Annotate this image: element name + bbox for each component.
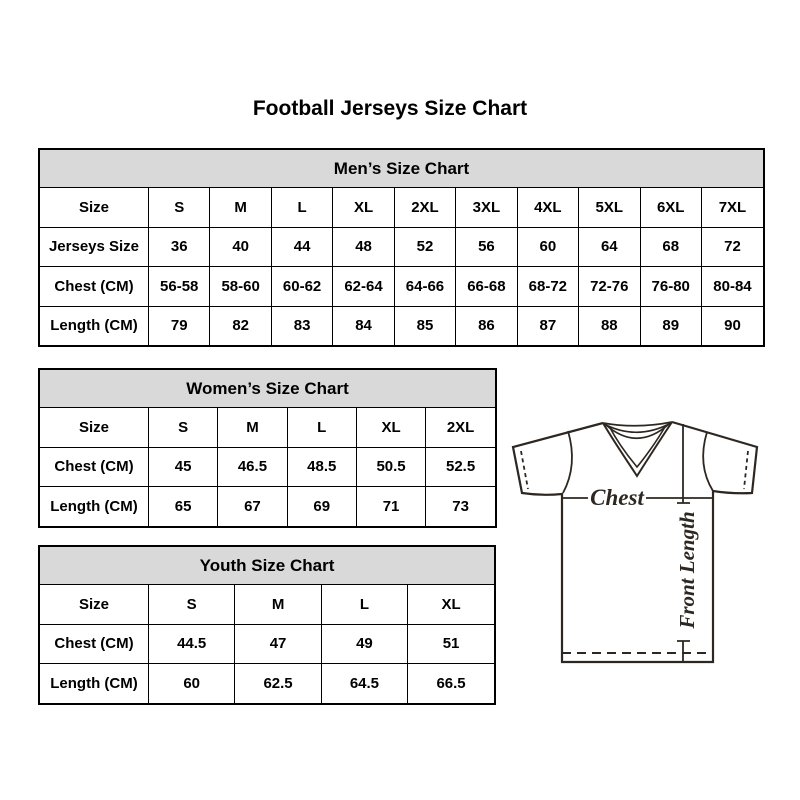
table-cell: 3XL xyxy=(456,188,517,227)
table-cell: L xyxy=(287,408,356,447)
youth-size-table xyxy=(38,545,496,705)
table-cell: 62.5 xyxy=(235,664,321,703)
table-row xyxy=(40,227,763,267)
table-cell: 67 xyxy=(218,487,287,526)
right-armhole-seam xyxy=(703,432,713,491)
table-cell: Chest (CM) xyxy=(40,267,149,307)
table-row xyxy=(40,487,495,526)
table-row xyxy=(40,624,494,664)
table-cell: 69 xyxy=(287,487,356,526)
table-cell: S xyxy=(149,408,218,447)
table-cell: Chest (CM) xyxy=(40,447,149,487)
table-cell: 48.5 xyxy=(287,447,356,487)
table-cell: 60 xyxy=(149,664,235,703)
table-cell: 66.5 xyxy=(408,664,494,703)
table-cell: 64-66 xyxy=(394,267,455,307)
jersey-measurement-diagram xyxy=(500,403,800,678)
table-cell: 84 xyxy=(333,306,394,345)
table-row xyxy=(40,447,495,487)
table-cell: Size xyxy=(40,188,149,227)
table-cell: 72-76 xyxy=(579,267,640,307)
table-cell: 49 xyxy=(321,624,407,664)
right-cuff-dashed-seam xyxy=(744,451,748,489)
table-cell: 71 xyxy=(356,487,425,526)
table-cell: 48 xyxy=(333,227,394,267)
table-cell: 60 xyxy=(517,227,578,267)
mens-table-grid xyxy=(40,188,763,345)
table-cell: Length (CM) xyxy=(40,306,149,345)
table-cell: 44 xyxy=(271,227,332,267)
table-row xyxy=(40,585,494,624)
table-cell: XL xyxy=(333,188,394,227)
table-cell: 44.5 xyxy=(149,624,235,664)
youth-table-header: Youth Size Chart xyxy=(40,547,494,585)
table-cell: 51 xyxy=(408,624,494,664)
table-cell: 68-72 xyxy=(517,267,578,307)
jersey-outline xyxy=(513,422,757,662)
table-cell: 2XL xyxy=(426,408,495,447)
table-cell: Chest (CM) xyxy=(40,624,149,664)
collar-top-edge xyxy=(603,422,672,426)
table-cell: 5XL xyxy=(579,188,640,227)
front-length-label: Front Length xyxy=(675,511,699,629)
mens-size-table xyxy=(38,148,765,347)
table-cell: 87 xyxy=(517,306,578,345)
table-cell: 46.5 xyxy=(218,447,287,487)
table-cell: 52.5 xyxy=(426,447,495,487)
table-cell: S xyxy=(149,188,210,227)
womens-size-table xyxy=(38,368,497,528)
table-cell: 64.5 xyxy=(321,664,407,703)
table-cell: 65 xyxy=(149,487,218,526)
table-cell: Length (CM) xyxy=(40,487,149,526)
table-row xyxy=(40,306,763,345)
table-cell: 45 xyxy=(149,447,218,487)
table-cell: 66-68 xyxy=(456,267,517,307)
table-cell: 86 xyxy=(456,306,517,345)
table-cell: Size xyxy=(40,585,149,624)
womens-table-header: Women’s Size Chart xyxy=(40,370,495,408)
table-cell: 76-80 xyxy=(640,267,701,307)
table-cell: 90 xyxy=(701,306,763,345)
table-cell: 68 xyxy=(640,227,701,267)
table-cell: 56-58 xyxy=(149,267,210,307)
table-cell: M xyxy=(210,188,271,227)
table-cell: XL xyxy=(356,408,425,447)
table-cell: 72 xyxy=(701,227,763,267)
womens-table-grid xyxy=(40,408,495,526)
table-cell: L xyxy=(321,585,407,624)
youth-table-grid xyxy=(40,585,494,703)
table-cell: 62-64 xyxy=(333,267,394,307)
table-cell: Length (CM) xyxy=(40,664,149,703)
table-cell: 85 xyxy=(394,306,455,345)
table-cell: 64 xyxy=(579,227,640,267)
table-cell: 36 xyxy=(149,227,210,267)
table-cell: 88 xyxy=(579,306,640,345)
table-cell: Size xyxy=(40,408,149,447)
table-cell: 7XL xyxy=(701,188,763,227)
table-cell: Jerseys Size xyxy=(40,227,149,267)
table-cell: 50.5 xyxy=(356,447,425,487)
table-cell: 79 xyxy=(149,306,210,345)
table-row xyxy=(40,188,763,227)
table-cell: M xyxy=(218,408,287,447)
page-title: Football Jerseys Size Chart xyxy=(252,97,528,120)
table-cell: M xyxy=(235,585,321,624)
left-armhole-seam xyxy=(563,431,572,493)
chest-label: Chest xyxy=(590,485,644,510)
table-row xyxy=(40,267,763,307)
mens-table-header: Men’s Size Chart xyxy=(40,150,763,188)
table-cell: 60-62 xyxy=(271,267,332,307)
table-cell: 89 xyxy=(640,306,701,345)
left-cuff-dashed-seam xyxy=(521,451,528,489)
table-cell: 80-84 xyxy=(701,267,763,307)
table-cell: 82 xyxy=(210,306,271,345)
table-row xyxy=(40,408,495,447)
table-cell: 73 xyxy=(426,487,495,526)
table-cell: 58-60 xyxy=(210,267,271,307)
table-cell: 2XL xyxy=(394,188,455,227)
table-cell: 83 xyxy=(271,306,332,345)
table-cell: 6XL xyxy=(640,188,701,227)
table-cell: L xyxy=(271,188,332,227)
table-cell: 47 xyxy=(235,624,321,664)
table-cell: XL xyxy=(408,585,494,624)
table-cell: 52 xyxy=(394,227,455,267)
table-cell: S xyxy=(149,585,235,624)
table-row xyxy=(40,664,494,703)
table-cell: 4XL xyxy=(517,188,578,227)
table-cell: 56 xyxy=(456,227,517,267)
table-cell: 40 xyxy=(210,227,271,267)
